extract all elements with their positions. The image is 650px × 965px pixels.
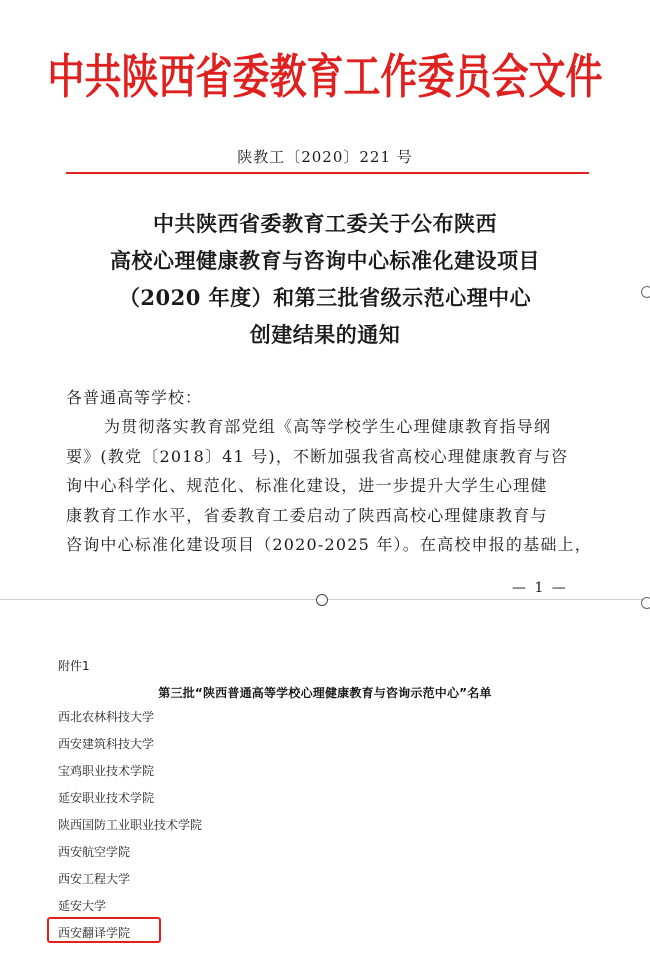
school-list-item: 延安大学 <box>58 899 107 913</box>
red-header-title: 中共陕西省委教育工作委员会文件 <box>47 49 603 105</box>
list-title: 第三批“陕西普通高等学校心理健康教育与咨询示范中心”名单 <box>158 686 492 700</box>
notice-title-line: 创建结果的通知 <box>249 322 401 347</box>
resize-handle-icon[interactable] <box>641 286 650 298</box>
notice-title-line: 高校心理健康教育与咨询中心标准化建设项目 <box>110 248 540 273</box>
body-line: 咨询中心标准化建设项目（2020-2025 年）。在高校申报的基础上， <box>66 535 592 554</box>
body-line: 询中心科学化、规范化、标准化建设，进一步提升大学生心理健 <box>66 476 548 495</box>
notice-body <box>66 412 596 560</box>
salutation: 各普通高等学校： <box>66 388 203 407</box>
body-line: 为贯彻落实教育部党组《高等学校学生心理健康教育指导纲 <box>104 417 552 436</box>
school-list-item: 西北农林科技大学 <box>58 710 155 724</box>
document-page-2 <box>0 600 650 965</box>
attachment-label: 附件1 <box>58 659 90 673</box>
school-list-item: 西安航空学院 <box>58 845 131 859</box>
school-list-item: 西安工程大学 <box>58 872 131 886</box>
body-line: 要》(教党〔2018〕41 号)，不断加强我省高校心理健康教育与咨 <box>66 446 569 466</box>
school-list-item: 陕西国防工业职业技术学院 <box>58 818 203 832</box>
school-list-item: 宝鸡职业技术学院 <box>58 764 155 778</box>
school-list-item: 延安职业技术学院 <box>58 791 155 805</box>
school-list-item: 西安建筑科技大学 <box>58 737 155 751</box>
notice-title <box>40 205 610 353</box>
school-list-item-highlighted: 西安翻译学院 <box>58 926 131 940</box>
page-number: — 1 — <box>512 580 568 596</box>
highlight-box <box>47 917 161 943</box>
red-divider-line <box>66 172 589 174</box>
document-number: 陕教工〔2020〕221 号 <box>237 148 413 166</box>
notice-title-line: （2020 年度）和第三批省级示范心理中心 <box>118 285 532 310</box>
body-line: 康教育工作水平，省委教育工委启动了陕西高校心理健康教育与 <box>66 505 548 525</box>
notice-title-line: 中共陕西省委教育工委关于公布陕西 <box>153 211 497 236</box>
